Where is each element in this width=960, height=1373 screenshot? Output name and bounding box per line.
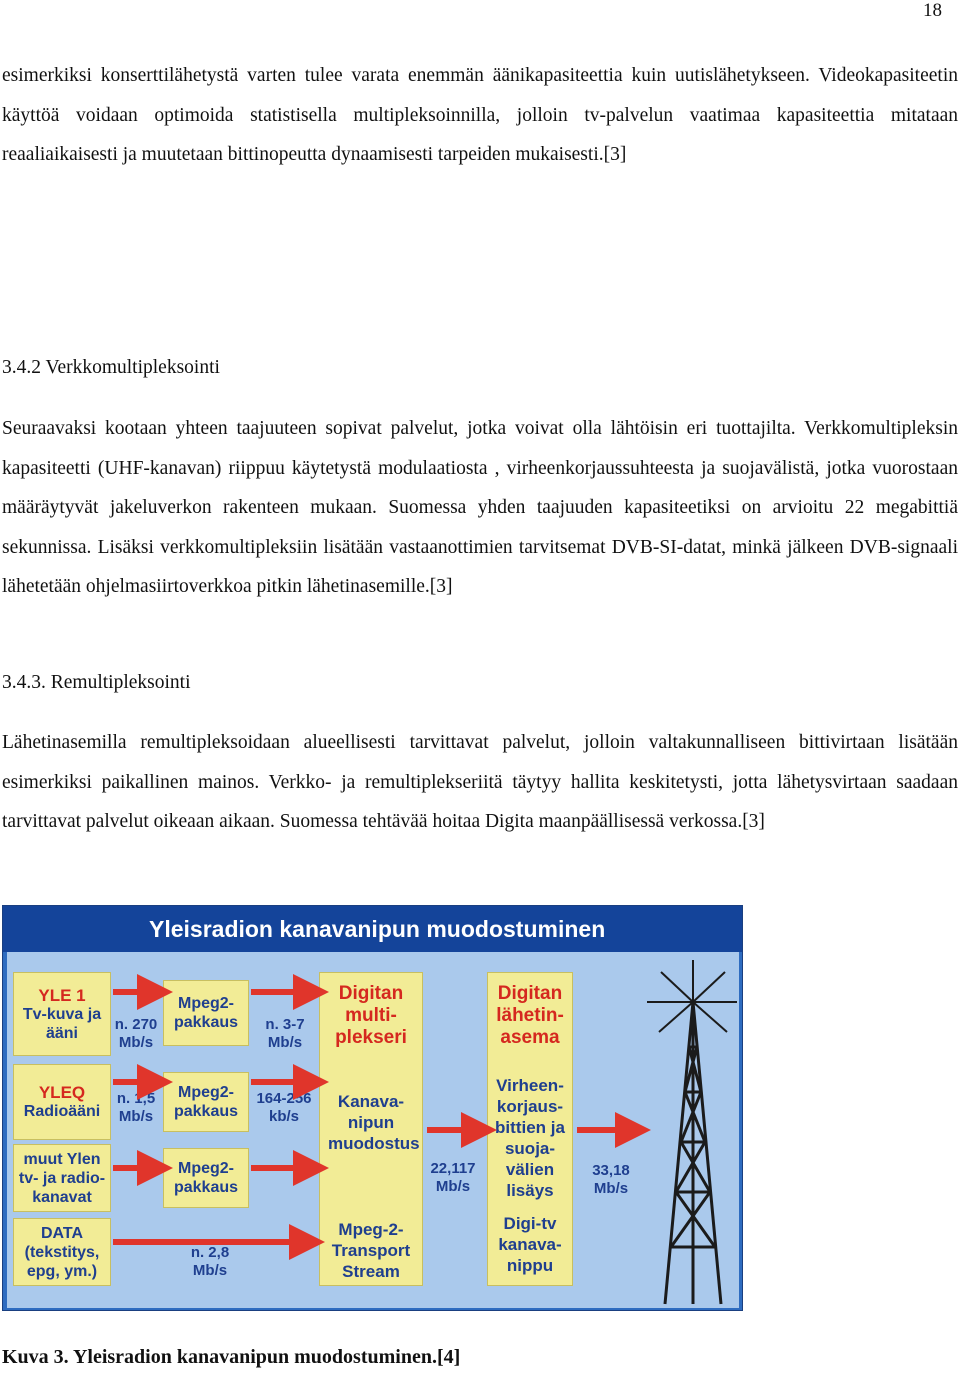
figure-channel-bundle <box>2 905 743 1311</box>
source-yle1-text: Tv-kuva ja ääni <box>22 1005 102 1042</box>
rate-mid-4: n. 2,8 Mb/s <box>190 1244 230 1279</box>
paragraph-3: Lähetinasemilla remultipleksoidaan alueellisesti tarvittavat palvelut, jolloin valtakunnalliseen bittivirtaan lisätään esimerkiksi paikallinen mainos. Verkko- ja remultiplekseriitä täytyy hallita keskitetysti, jotta lähetysvirtaan saadaan tarvittavat palvelut oikeaan aikaan. Suomessa tehtävää hoitaa Digita maanpäällisessä verkossa.[3] <box>2 732 958 832</box>
page-number: 18 <box>923 0 942 21</box>
multiplexer-bottom: Mpeg-2-Transport Stream <box>331 1220 411 1281</box>
paragraph-1: esimerkiksi konserttilähetystä varten tulee varata enemmän äänikapasiteettia kuin uutislähetykseen. Videokapasiteetin käyttöä voidaan optimoida statistisella multipleksoinnilla, jolloin tv-palvelun vaatimaa kapasiteettia mitataan reaaliaikaisesti ja muutetaan bittinopeutta dynaamisesti tarpeiden mukaisesti.[3] <box>2 65 958 165</box>
figure-panel <box>7 952 739 1308</box>
paragraph-2: Seuraavaksi kootaan yhteen taajuuteen sopivat palvelut, jotka voivat olla lähtöisin eri tuottajilta. Verkkomultipleksin kapasiteetti (UHF-kanavan) riippuu käytetystä modulaatiosta , virheenkorjaussuhteesta ja suojavälistä, jotka vuorostaan määräytyvät jakeluverkon rakenteen mukaan. Suomessa yhden taajuuden kapasiteetiksi on arvioitu 22 megabittiä sekunnissa. Lisäksi verkkomultipleksiin lisätään vastaanottimien tarvitsemat DVB-SI-datat, minkä jälkeen DVB-signaali lähetetään ohjelmasiirtoverkkoa pitkin lähetinasemille.[3] <box>2 418 958 597</box>
rate-mid-1: n. 3-7 Mb/s <box>265 1016 305 1051</box>
arrow-icon <box>113 992 633 1242</box>
source-data-text: DATA (tekstitys, epg, ym.) <box>24 1224 100 1280</box>
multiplexer-title: Digitan multi-plekseri <box>335 983 407 1048</box>
mpeg2-box-1-label: Mpeg2-pakkaus <box>173 995 239 1031</box>
rate-out: 33,18 Mb/s <box>592 1162 630 1197</box>
figure-caption: Kuva 3. Yleisradion kanavanipun muodostuminen.[4] <box>2 1346 461 1368</box>
section-heading-3-4-3: 3.4.3. Remultipleksointi <box>2 672 191 693</box>
figure-overlay <box>7 952 739 1308</box>
rate-in-2: n. 1,5 Mb/s <box>116 1090 156 1125</box>
station-mid: Virheen-korjaus-bittien ja suoja-välien lisäys <box>495 1076 565 1200</box>
rate-mux-out: 22,117 Mb/s <box>430 1160 476 1195</box>
section-heading-3-4-2: 3.4.2 Verkkomultipleksointi <box>2 357 220 378</box>
mpeg2-box-2-label: Mpeg2-pakkaus <box>173 1084 239 1120</box>
station-title: Digitan lähetin-asema <box>496 983 564 1048</box>
source-yle1-title: YLE 1 <box>38 985 86 1005</box>
source-yleq-text: Radioääni <box>23 1103 101 1120</box>
source-yleq-title: YLEQ <box>38 1083 86 1102</box>
source-other-text: muut Ylen tv- ja radio-kanavat <box>18 1150 106 1206</box>
rate-mid-2: 164-256 kb/s <box>256 1090 312 1125</box>
rate-in-1: n. 270 Mb/s <box>114 1016 158 1051</box>
figure-title: Yleisradion kanavanipun muodostuminen <box>3 906 743 952</box>
multiplexer-mid: Kanava-nipun muodostus <box>328 1092 420 1153</box>
mpeg2-box-3-label: Mpeg2-pakkaus <box>173 1160 239 1196</box>
station-bottom: Digi-tv kanava-nippu <box>498 1214 562 1275</box>
transmitter-tower-icon <box>647 960 737 1304</box>
